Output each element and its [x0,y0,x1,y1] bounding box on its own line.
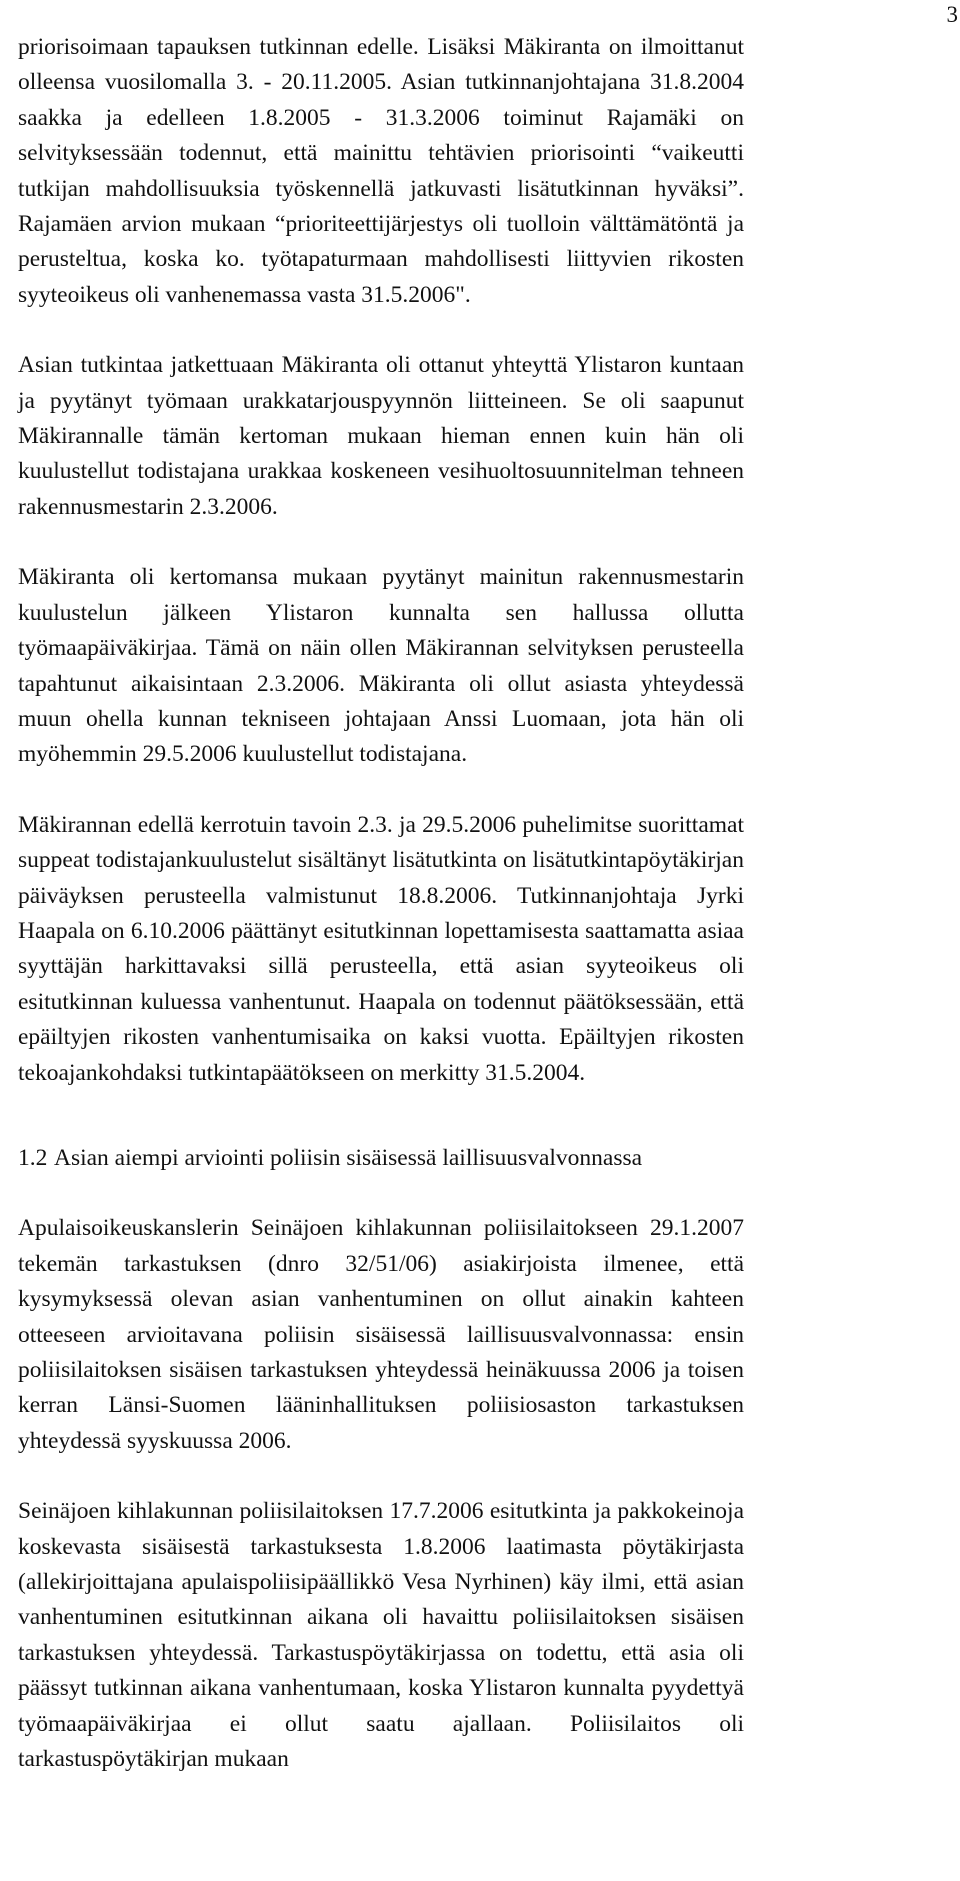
section-heading [18,1141,744,1176]
section-paragraph-1: Apulaisoikeuskanslerin Seinäjoen kihlakunnan poliisilaitokseen 29.1.2007 tekemän tarkastuksen (dnro 32/51/06) asiakirjoista ilmenee, että kysymyksessä olevan asian vanhentuminen on ollut ainakin kahteen otteeseen arvioitavana poliisin sisäisessä laillisuusvalvonnassa: ensin poliisilaitoksen sisäisen tarkastuksen yhteydessä heinäkuussa 2006 ja toisen kerran Länsi-Suomen lääninhallituksen poliisiosaston tarkastuksen yhteydessä syyskuussa 2006. [18,1215,744,1454]
paragraph-2: Asian tutkintaa jatkettuaan Mäkiranta oli ottanut yhteyttä Ylistaron kuntaan ja pyytänyt työmaan urakkatarjouspyynnön liitteineen. Se oli saapunut Mäkirannalle tämän kertoman mukaan hieman ennen kuin hän oli kuulustellut todistajana urakkaa koskeneen vesihuoltosuunnitelman tehneen rakennusmestarin 2.3.2006. [18,352,744,520]
page-number: 3 [946,2,958,27]
paragraph-1: priorisoimaan tapauksen tutkinnan edelle. Lisäksi Mäkiranta on ilmoittanut olleensa vuosilomalla 3. - 20.11.2005. Asian tutkinnanjohtajana 31.8.2004 saakka ja edelleen 1.8.2005 - 31.3.2006 toiminut Rajamäki on selvityksessään todennut, että mainittu tehtävien priorisointi “vaikeutti tutkijan mahdollisuuksia työskennellä jatkuvasti lisätutkinnan hyväksi”. Rajamäen arvion mukaan “prioriteettijärjestys oli tuolloin välttämätöntä ja perusteltua, koska ko. työtapaturmaan mahdollisesti liittyvien rikosten syyteoikeus oli vanhenemassa vasta 31.5.2006". [18,34,744,308]
paragraph-3: Mäkiranta oli kertomansa mukaan pyytänyt mainitun rakennusmestarin kuulustelun jälkeen Ylistaron kunnalta sen hallussa ollutta työmaapäiväkirjaa. Tämä on näin ollen Mäkirannan selvityksen perusteella tapahtunut aikaisintaan 2.3.2006. Mäkiranta oli ollut asiasta yhteydessä muun ohella kunnan tekniseen johtajaan Anssi Luomaan, jota hän oli myöhemmin 29.5.2006 kuulustellut todistajana. [18,564,744,768]
document-body [18,30,744,1777]
section-paragraph-2: Seinäjoen kihlakunnan poliisilaitoksen 17.7.2006 esitutkinta ja pakkokeinoja koskevasta sisäisestä tarkastuksesta 1.8.2006 laatimasta pöytäkirjasta (allekirjoittajana apulaispoliisipäällikkö Vesa Nyrhinen) käy ilmi, että asian vanhentuminen esitutkinnan aikana oli havaittu poliisilaitoksen sisäisen tarkastuksen yhteydessä. Tarkastuspöytäkirjassa on todettu, että asia oli päässyt tutkinnan aikana vanhentumaan, koska Ylistaron kunnalta pyydettyä työmaapäiväkirjaa ei ollut saatu ajallaan. Poliisilaitos oli tarkastuspöytäkirjan mukaan [18,1498,744,1773]
section-number: 1.2 [18,1144,48,1171]
section-title: Asian aiempi arviointi poliisin sisäisessä laillisuusvalvonnassa [53,1144,643,1171]
paragraph-4: Mäkirannan edellä kerrotuin tavoin 2.3. ja 29.5.2006 puhelimitse suorittamat suppeat todistajankuulustelut sisältänyt lisätutkinta on lisätutkintapöytäkirjan päiväyksen perusteella valmistunut 18.8.2006. Tutkinnanjohtaja Jyrki Haapala on 6.10.2006 päättänyt esitutkinnan lopettamisesta saattamatta asiaa syyttäjän harkittavaksi sillä perusteella, että asian syyteoikeus oli esitutkinnan kuluessa vanhentunut. Haapala on todennut päätöksessään, että epäiltyjen rikosten vanhentumisaika on kaksi vuotta. Epäiltyjen rikosten tekoajankohdaksi tutkintapäätökseen on merkitty 31.5.2004. [18,811,744,1086]
